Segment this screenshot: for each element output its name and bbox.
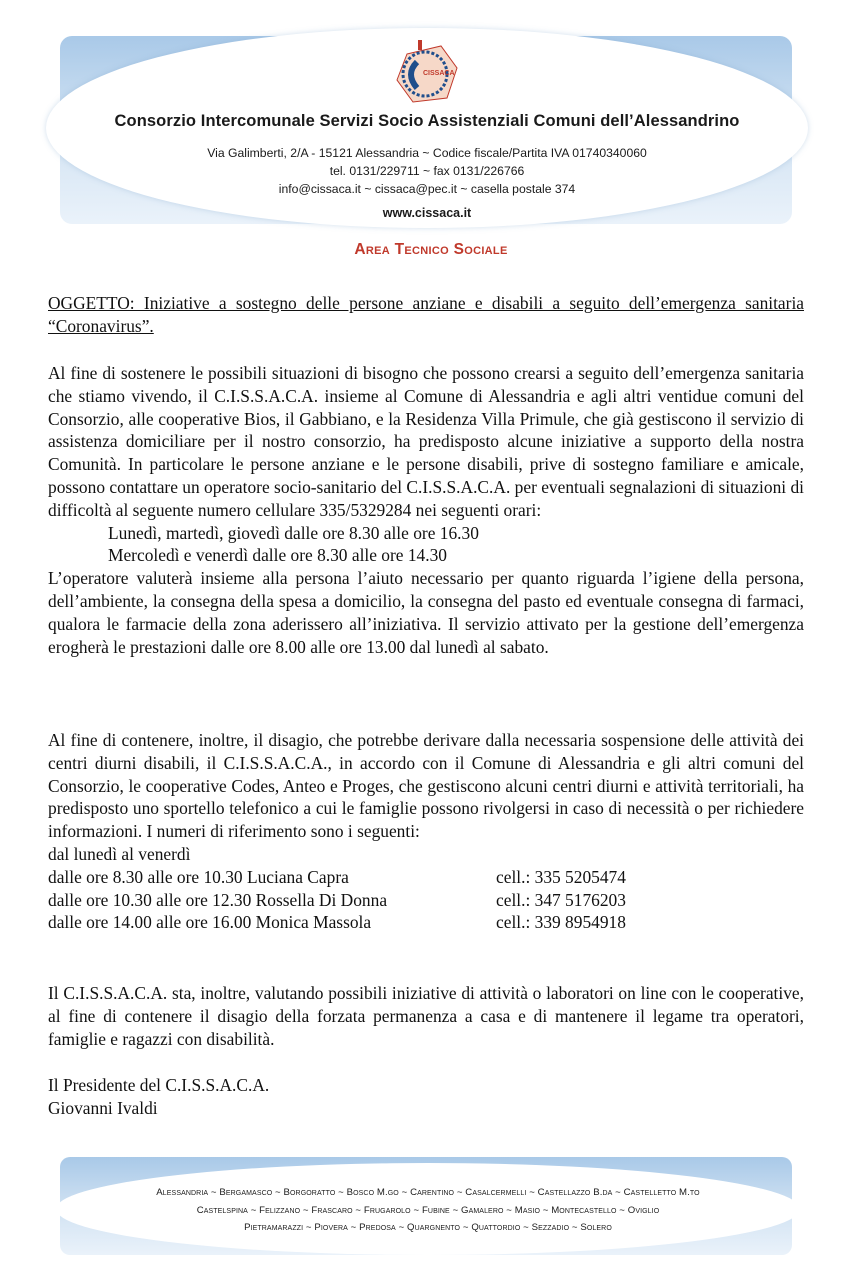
contact-row [48,911,804,934]
contact-row [48,889,804,912]
organization-name: Consorzio Intercomunale Servizi Socio Assistenziali Comuni dell’Alessandrino [114,112,740,130]
paragraph-2: L’operatore valuterà insieme alla persona l’aiuto necessario per quanto riguarda l’igiene della persona, dell’ambiente, la consegna della spesa a domicilio, la consegna del pasto ed eventuale consegna di farmaci, qualora le farmacie della zona aderissero all’iniziativa. Il servizio attivato per la gestione dell’emergenza erogherà le prestazioni dalle ore 8.00 alle ore 13.00 dal lunedì al sabato. [48,568,804,657]
website-link[interactable]: www.cissaca.it [382,206,472,220]
contact-phone: cell.: 339 8954918 [496,912,626,933]
paragraph-support [48,362,804,658]
contact-time-name: dalle ore 8.30 alle ore 10.30 Luciana Capra [48,866,349,887]
contact-time-name: dalle ore 10.30 alle ore 12.30 Rossella Di Donna [48,889,388,910]
footer-municipalities-3: Pietramarazzi ~ Piovera ~ Predosa ~ Quargnento ~ Quattordio ~ Sezzadio ~ Solero [244,1222,612,1233]
footer-municipalities-1: Alessandria ~ Bergamasco ~ Borgoratto ~ Bosco M.go ~ Carentino ~ Casalcermelli ~ Castellazzo B.da ~ Castelletto M.to [156,1187,700,1198]
contact-time-name: dalle ore 14.00 alle ore 16.00 Monica Massola [48,912,372,933]
signature-block [48,1074,804,1120]
paragraph-1: Al fine di sostenere le possibili situazioni di bisogno che possono crearsi a seguito dell’emergenza sanitaria che stiamo vivendo, il C.I.S.S.A.C.A. insieme al Comune di Alessandria e agli altri ventidue comuni del Consorzio, alle cooperative Bios, il Gabbiano, e la Residenza Villa Primule, che già gestiscono il servizio di assistenza domiciliare per il nostro consorzio, ha predisposto alcune iniziative a supporto della nostra Comunità. In particolare le persone anziane e le persone disabili, prive di sostegno familiare e amicale, possono contattare un operatore socio-sanitario del C.I.S.S.A.C.A. per eventuali segnalazioni di situazioni di difficoltà al seguente numero cellulare 335/5329284 nei seguenti orari: [48,363,804,520]
contact-phone: cell.: 335 5205474 [496,866,626,887]
footer-municipalities-2: Castelspina ~ Felizzano ~ Frascaro ~ Frugarolo ~ Fubine ~ Gamalero ~ Masio ~ Montecastello ~ Oviglio [196,1205,660,1216]
address-line: Via Galimberti, 2/A - 15121 Alessandria ~ Codice fiscale/Partita IVA 01740340060 [207,146,647,160]
paragraph-online [48,982,804,1050]
paragraph-4: Il C.I.S.S.A.C.A. sta, inoltre, valutando possibili iniziative di attività o laboratori on line con le cooperative, al fine di contenere il disagio della forzata permanenza a casa e di mantenere il legame tra operatori, famiglie e ragazzi con disabilità. [48,983,804,1049]
hours-wed-fri: Mercoledì e venerdì dalle ore 8.30 alle ore 14.30 [108,545,447,566]
signature-name: Giovanni Ivaldi [48,1097,158,1118]
subject-line: OGGETTO: Iniziative a sostegno delle persone anziane e disabili a seguito dell’emergenza sanitaria “Coronavirus”. [48,293,804,336]
contact-row [48,866,804,889]
contact-phone: cell.: 347 5176203 [496,889,626,910]
email-line: info@cissaca.it ~ cissaca@pec.it ~ casella postale 374 [278,182,576,196]
days-label: dal lunedì al venerdì [48,843,191,864]
hours-mon-tue-thu: Lunedì, martedì, giovedì dalle ore 8.30 alle ore 16.30 [108,522,479,543]
paragraph-3: Al fine di contenere, inoltre, il disagio, che potrebbe derivare dalla necessaria sospensione delle attività dei centri diurni disabili, il C.I.S.S.A.C.A., in accordo con il Comune di Alessandria e gli altri comuni del Consorzio, le cooperative Codes, Anteo e Proges, che gestiscono alcuni centri diurni e attività territoriali, ha predisposto uno sportello telefonico a cui le famiglie possono rivolgersi in caso di necessità o per richiedere informazioni. I numeri di riferimento sono i seguenti: [48,730,804,842]
signature-title: Il Presidente del C.I.S.S.A.C.A. [48,1075,270,1095]
area-title: Area Tecnico Sociale [354,241,508,258]
subject-block [48,292,804,338]
cissaca-logo [387,40,463,108]
logo-text: CISSACA [423,70,455,77]
paragraph-day-centers [48,729,804,934]
phone-line: tel. 0131/229711 ~ fax 0131/226766 [329,164,525,178]
